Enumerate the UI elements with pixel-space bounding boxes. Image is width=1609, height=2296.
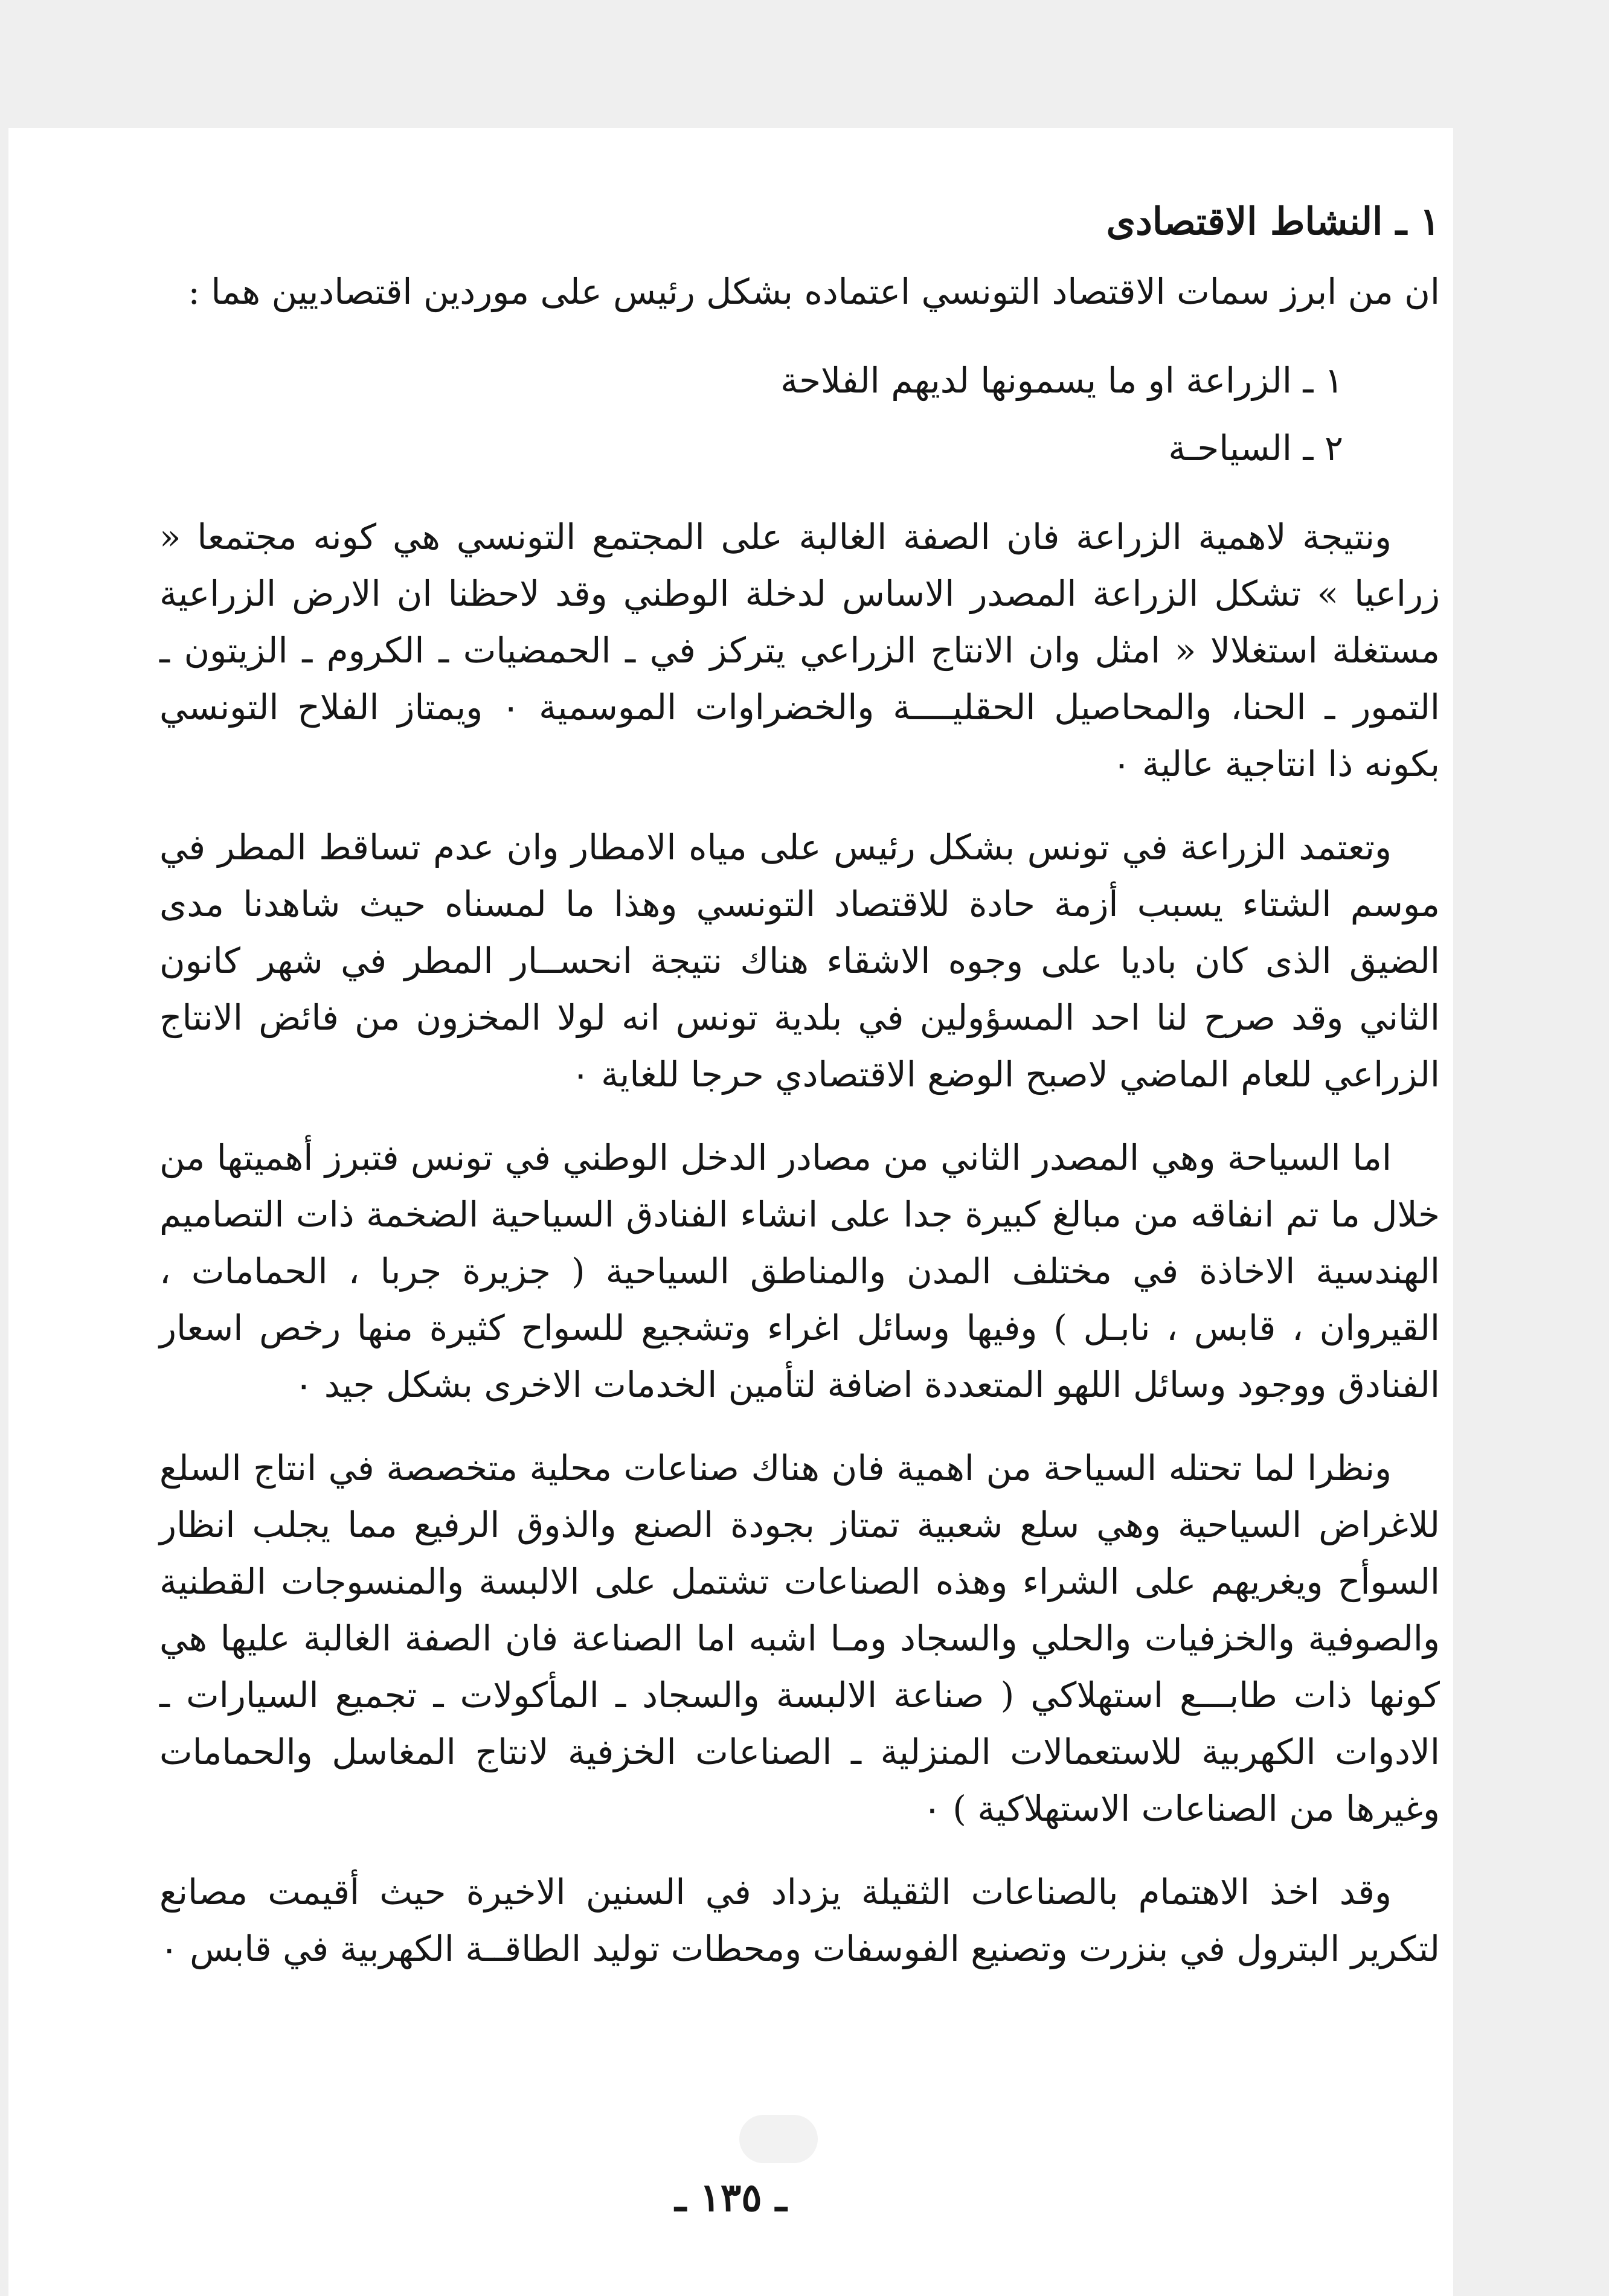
section-title: ١ ـ النشاط الاقتصادى bbox=[1106, 199, 1440, 243]
paragraph-intro: ان من ابرز سمات الاقتصاد التونسي اعتماده بشكل رئيس على موردين اقتصاديين هما : bbox=[188, 271, 1440, 312]
page-number: ـ ١٣٥ ـ bbox=[675, 2175, 787, 2221]
paragraph-heavy-industry: وقد اخذ الاهتمام بالصناعات الثقيلة يزداد في السنين الاخيرة حيث أقيمت مصانع لتكرير البترول في بنزرت وتصنيع الفوسفات ومحطات توليد الطاقــة الكهربية في قابس ٠ bbox=[159, 1871, 1440, 1969]
list-item-tourism: ٢ ـ السياحـة bbox=[1168, 428, 1343, 469]
scan-smudge bbox=[739, 2115, 818, 2163]
paragraph-agriculture: ونتيجة لاهمية الزراعة فان الصفة الغالبة على المجتمع التونسي هي كونه مجتمعا « زراعيا » تشكل الزراعة المصدر الاساس لدخلة الوطني وقد لاحظنا ان الارض الزراعية مستغلة استغلالا « امثل وان الانتاج الزراعي يتركز في ـ الحمضيات ـ الكروم ـ الزيتون ـ التمور ـ الحنا، والمحاصيل الحقليــــة والخضراوات الموسمية ٠ ويمتاز الفلاح التونسي بكونه ذا انتاجية عالية ٠ bbox=[159, 516, 1440, 784]
resource-list bbox=[159, 347, 1440, 482]
page-body bbox=[159, 263, 1440, 2004]
paragraph-tourism: اما السياحة وهي المصدر الثاني من مصادر الدخل الوطني في تونس فتبرز أهميتها من خلال ما تم انفاقه من مبالغ كبيرة جدا على انشاء الفنادق السياحية الضخمة ذات التصاميم الهندسية الاخاذة في مختلف المدن والمناطق السياحية ( جزيرة جربا ، الحمامات ، القيروان ، قابس ، نابـل ) وفيها وسائل اغراء وتشجيع للسواح كثيرة منها رخص اسعار الفنادق ووجود وسائل اللهو المتعددة اضافة لتأمين الخدمات الاخرى بشكل جيد ٠ bbox=[159, 1137, 1440, 1405]
paragraph-local-industries: ونظرا لما تحتله السياحة من اهمية فان هناك صناعات محلية متخصصة في انتاج السلع للاغراض السياحية وهي سلع شعبية تمتاز بجودة الصنع والذوق الرفيع مما يجلب انظار السوأح ويغريهم على الشراء وهذه الصناعات تشتمل على الالبسة والمنسوجات القطنية والصوفية والخزفيات والحلي والسجاد ومـا اشبه اما الصناعة فان الصفة الغالبة عليها هي كونها ذات طابـــع استهلاكي ( صناعة الالبسة والسجاد ـ المأكولات ـ تجميع السيارات ـ الادوات الكهربية للاستعمالات المنزلية ـ الصناعات الخزفية لانتاج المغاسل والحمامات وغيرها من الصناعات الاستهلاكية ) ٠ bbox=[159, 1448, 1440, 1829]
list-item-agriculture: ١ ـ الزراعة او ما يسمونها لديهم الفلاحة bbox=[780, 360, 1343, 401]
paragraph-rainfall: وتعتمد الزراعة في تونس بشكل رئيس على مياه الامطار وان عدم تساقط المطر في موسم الشتاء يسبب أزمة حادة للاقتصاد التونسي وهذا ما لمسناه حيث شاهدنا مدى الضيق الذى كان باديا على وجوه الاشقاء هناك نتيجة انحســار المطر في شهر كانون الثاني وقد صرح لنا احد المسؤولين في بلدية تونس انه لولا المخزون من فائض الانتاج الزراعي للعام الماضي لاصبح الوضع الاقتصادي حرجا للغاية ٠ bbox=[159, 827, 1440, 1095]
scanned-page bbox=[8, 128, 1453, 2296]
